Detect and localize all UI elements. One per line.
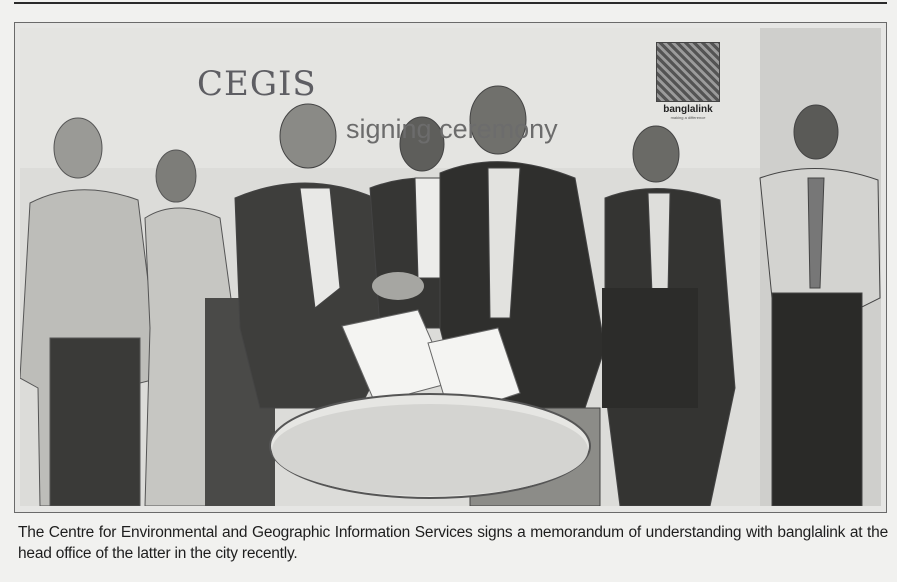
top-rule xyxy=(14,2,887,4)
photo-caption: The Centre for Environmental and Geographic Information Services signs a memorandum of understanding with banglalink at the head office of the latter in the city recently. xyxy=(18,524,888,562)
podium xyxy=(602,288,698,408)
photo-frame xyxy=(14,22,887,513)
banner-text: signing ceremony xyxy=(346,114,558,144)
banglalink-mark-icon xyxy=(656,42,720,102)
banglalink-logo-tagline: making a difference xyxy=(670,115,706,120)
cegis-logo: CEGIS xyxy=(197,64,317,104)
banglalink-logo xyxy=(656,42,720,120)
photo-scene xyxy=(20,28,881,506)
news-photo xyxy=(20,28,881,506)
handshake xyxy=(372,272,424,300)
banglalink-logo-name: banglalink xyxy=(663,104,713,115)
